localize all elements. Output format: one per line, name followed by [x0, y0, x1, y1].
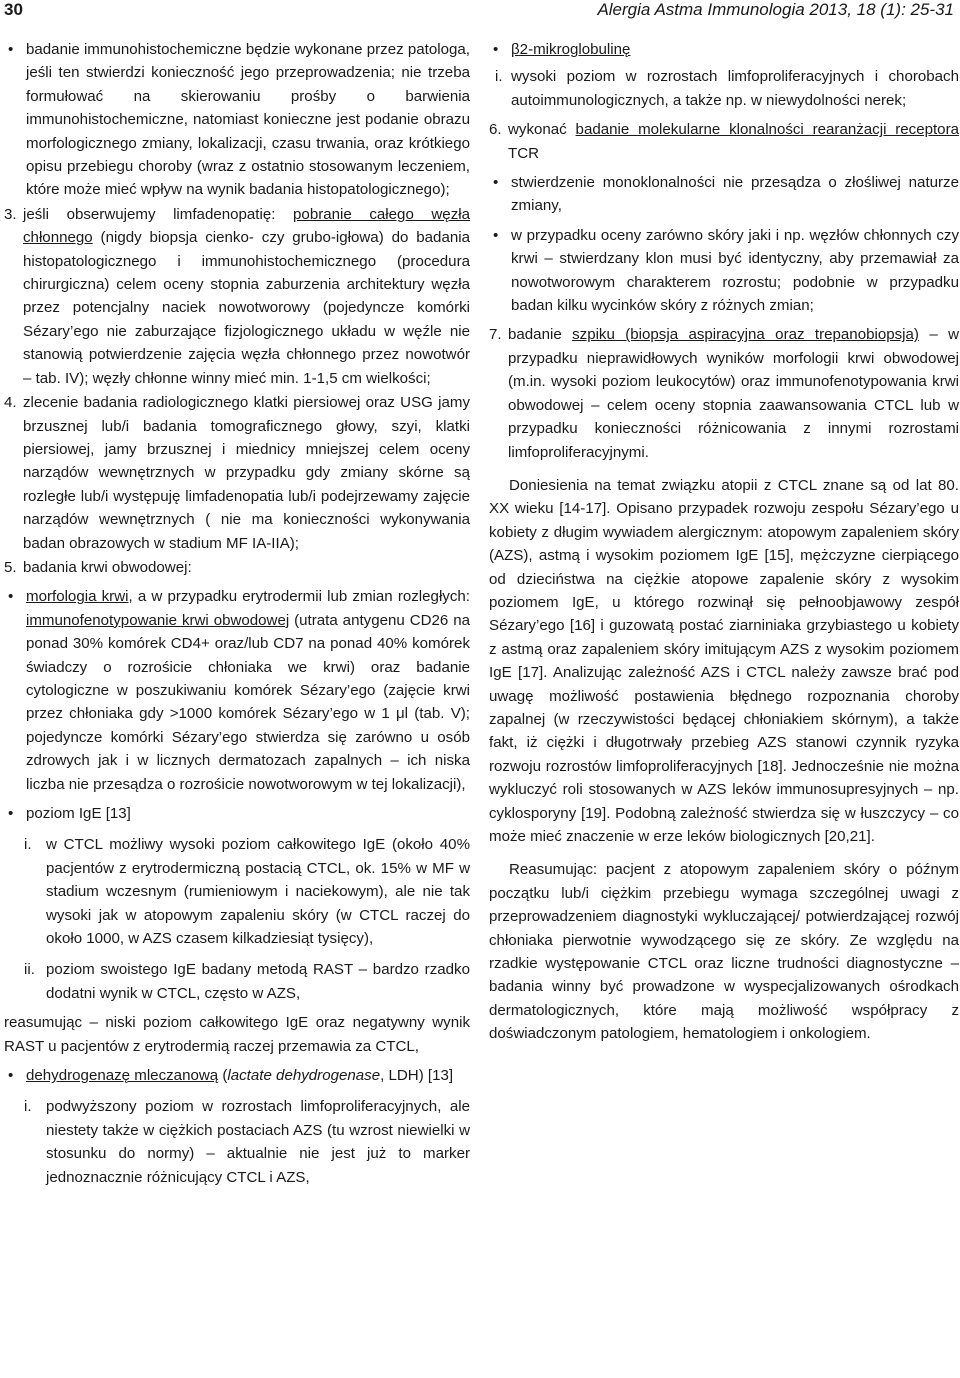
item-text: (nigdy biopsja cienko- czy grubo-igłowa) do badania histopatologicznego i immunohistochemicznego (procedura chirurgiczna) celem oceny stopnia zaburzenia architektury węzła przez potencjalny naciek nowotworowy (pojedyncze komórki Sézary’ego nie zaburzające fizjologicznego układu w węźle nie stanowią potwierdzenie zajęcia węzła chłonnego przez nowotwór – tab. IV); węzły chłonne winny mieć min. 1-1,5 cm wielkości; — [23, 229, 470, 387]
item-text: zlecenie badania radiologicznego klatki piersiowej oraz USG jamy brzusznej lub/i badania tomograficznego głowy, szyi, klatki piersiowej, jamy brzusznej i miednicy mniejszej celem oceny narządów wewnętrznych w przypadku gdy zmiany skórne są rozległe lub/i występuję limfadenopatia lub/i podejrzewamy zajęcie narządów wewnętrznych ( nie ma konieczności wykonywania badan obrazowych w stadium MF IA-IIA); — [23, 394, 470, 552]
item-text: stwierdzenie monoklonalności nie przesądza o złośliwej naturze zmiany, — [511, 174, 959, 215]
item-text: wykonać — [508, 121, 576, 139]
item-number: i. — [24, 836, 32, 854]
item-text: wysoki poziom w rozrostach limfoproliferacyjnych i chorobach autoimmunologicznych, a także np. w niewydolności nerek; — [511, 68, 959, 109]
item-text: reasumując – niski poziom całkowitego IgE oraz negatywny wynik RAST u pacjentów z erytrodermią raczej przemawia za CTCL, — [4, 1014, 470, 1055]
journal-citation: Alergia Astma Immunologia 2013, 18 (1): 25-31 — [597, 0, 954, 19]
left-column — [4, 38, 470, 1190]
item-number: i. — [24, 1098, 32, 1116]
paragraph-summary — [489, 858, 959, 1045]
item-number: 7. — [489, 326, 502, 344]
resume-text — [4, 1011, 470, 1058]
list-item-3 — [4, 203, 470, 390]
underlined-term: immunofenotypowanie krwi obwodowej — [26, 611, 290, 629]
item-text: , a w przypadku erytrodermii lub zmian rozległych: — [128, 588, 470, 606]
ihc-text: badanie immunohistochemiczne będzie wykonane przez patologa, jeśli ten stwierdzi konieczność jego przeprowadzenia; nie trzeba formułować na skierowaniu prośby o barwienia immunohistochemiczne, natomiast konieczne jest podanie obrazu morfologicznego zmiany, lokalizacji, czasu trwania, oraz krótkiego opisu przebiegu choroby (wraz z ostatnio stosowanym leczeniem, które może mieć wpływ na wynik badania histopatologicznego); — [26, 41, 470, 199]
item-text: jeśli obserwujemy limfadenopatię: — [23, 205, 294, 223]
list-item-clone-2 — [489, 224, 959, 318]
right-column — [489, 38, 959, 1047]
item-number: 3. — [4, 205, 17, 223]
italic-term: lactate dehydrogenase — [227, 1067, 381, 1085]
item-text: , LDH) [13] — [380, 1067, 454, 1085]
paragraph-text: Doniesienia na temat związku atopii z CTCL znane są od lat 80. XX wieku [14-17]. Opisano przypadek rozwoju zespołu Sézary’ego u kobiety z długim wywiadem alergicznym: atopowym zapaleniem skóry (AZS), astmą i wysokim poziomem IgE [15], mężczyzne cierpiącego od dzieciństwa na ciężkie atopowe zapalenie skóry z wysokim poziomem IgE, u którego rozwinął się pełnoobjawowy zespół Sézary’ego [16] i guzowatą postać ziarniniaka grzybiastego u kobiety z astmą oraz zapaleniem skóry imitującym AZS z wysokim poziomem IgE [17]. Analizując zależność AZS i CTCL należy zawsze brać pod uwagę możliwość postawienia błędnego rozpoznania choroby zapalnej (w rzeczywistości będącej chłoniakiem skórnym), a także fakt, iż ciężki i długotrwały przebieg AZS stanowi czynnik ryzyka rozwoju rozrostów limfoproliferacyjnych [18]. Jednocześnie nie można wykluczyć roli stosowanych w AZS leków immunosupresyjnych – np. cyklosporyny [19]. Podobną zależność stwierdza się w łuszczycy – co może mieć znaczenie w erze leków biologicznych [20,21]. — [489, 476, 959, 845]
list-item-b2m — [489, 38, 959, 61]
item-text: – w przypadku nieprawidłowych wyników morfologii krwi obwodowej (m.in. wysoki poziom leukocytów) oraz immunofenotypowania krwi obwodowej – celem oceny stopnia zaawansowania CTCL lub w przypadku konieczności różnicowania z innymi rozrostami limfoproliferacyjnymi. — [508, 326, 959, 461]
item-number: 6. — [489, 121, 502, 139]
list-item-ldh-i — [4, 1095, 470, 1189]
item-text: podwyższony poziom w rozrostach limfoproliferacyjnych, ale niestety także w ciężkich postaciach AZS (tu wzrost niewielki w stosunku do normy) – aktualnie nie jest już to marker jednoznacznie różnicujący CTCL i AZS, — [46, 1098, 470, 1186]
list-item-morphology — [4, 585, 470, 796]
item-text: badania krwi obwodowej: — [23, 558, 192, 576]
item-number: ii. — [24, 961, 35, 979]
underlined-term: badanie molekularne klonalności rearanżacji receptora — [575, 121, 959, 139]
list-item-7 — [489, 323, 959, 463]
item-text: (utrata antygenu CD26 na ponad 30% komórek CD4+ oraz/lub CD7 na ponad 40% komórek świadczy o rozrośicie chłoniaka we krwi) oraz badanie cytologiczne w poszukiwaniu komórek Sézary’ego (zajęcie krwi przez chłoniaka gdy >1000 komórek Sézary’ego w 1 μl (tab. V); pojedyncze komórki Sézary’ego stwierdza się zarówno u osób zdrowych jak i w licznych dermatozach zapalnych – ich niska liczba nie przesądza o rozrośicie nowotworowym w tej lokalizacji), — [26, 611, 470, 793]
underlined-term: szpiku (biopsja aspiracyjna oraz trepanobiopsja) — [572, 326, 919, 344]
item-text: badanie — [508, 326, 573, 344]
list-item-ige — [4, 802, 470, 825]
underlined-term: β2-mikroglobulinę — [511, 41, 631, 58]
item-number: 4. — [4, 394, 17, 412]
list-item-clone-1 — [489, 171, 959, 218]
list-item-ihc — [4, 38, 470, 202]
item-text: ( — [218, 1067, 228, 1085]
list-item-5 — [4, 556, 470, 579]
item-number: 5. — [4, 558, 17, 576]
paragraph-atopy — [489, 474, 959, 849]
list-item-6 — [489, 118, 959, 165]
item-number: i. — [495, 68, 503, 86]
list-item-ige-ii — [4, 958, 470, 1005]
item-text: poziom IgE [13] — [26, 805, 131, 822]
item-text: w przypadku oceny zarówno skóry jaki i np. węzłów chłonnych czy krwi – stwierdzany klon musi być identyczny, aby przemawiał za nowotworowym charakterem rozrostu; podobnie w przypadku badan kilku wycinków skóry z różnych zmian; — [511, 226, 959, 315]
underlined-term: dehydrogenazę mleczanową — [26, 1067, 219, 1085]
running-header — [0, 0, 960, 26]
list-item-b2m-i — [489, 65, 959, 112]
underlined-term: pobranie całego węzła chłonnego — [23, 205, 471, 247]
item-text: TCR — [508, 144, 540, 162]
item-text: w CTCL możliwy wysoki poziom całkowitego IgE (około 40% pacjentów z erytrodermiczną postacią CTCL, ok. 15% w MF w stadium wczesnym (rumieniowym i naciekowym), ale nie tak wysoki jak w atopowym zapaleniu skóry (w CTCL raczej do około 1000, w AZS czasem kilkadziesiąt tysięcy), — [46, 836, 470, 948]
list-item-ldh — [4, 1064, 470, 1087]
page-number: 30 — [4, 0, 23, 19]
list-item-ige-i — [4, 833, 470, 950]
list-item-4 — [4, 391, 470, 555]
paragraph-text: Reasumując: pacjent z atopowym zapaleniem skóry o późnym początku lub/i ciężkim przebiegu wymaga szczególnej uwagi z przeprowadzeniem diagnostyki wykluczającej/ potwierdzającej rozwój chłoniaka pierwotnie wywodzącego się ze skóry. Ze względu na rzadkie występowanie CTCL oraz liczne trudności diagnostyczne – badania winny być prowadzone w wyspecjalizowanych ośrodkach dermatologicznych, które mają możliwość współpracy z doświadczonym patologiem, hematologiem i onkologiem. — [489, 861, 959, 1043]
item-text: poziom swoistego IgE badany metodą RAST – bardzo rzadko dodatni wynik w CTCL, często w AZS, — [46, 961, 470, 1002]
underlined-term: morfologia krwi — [26, 588, 129, 606]
